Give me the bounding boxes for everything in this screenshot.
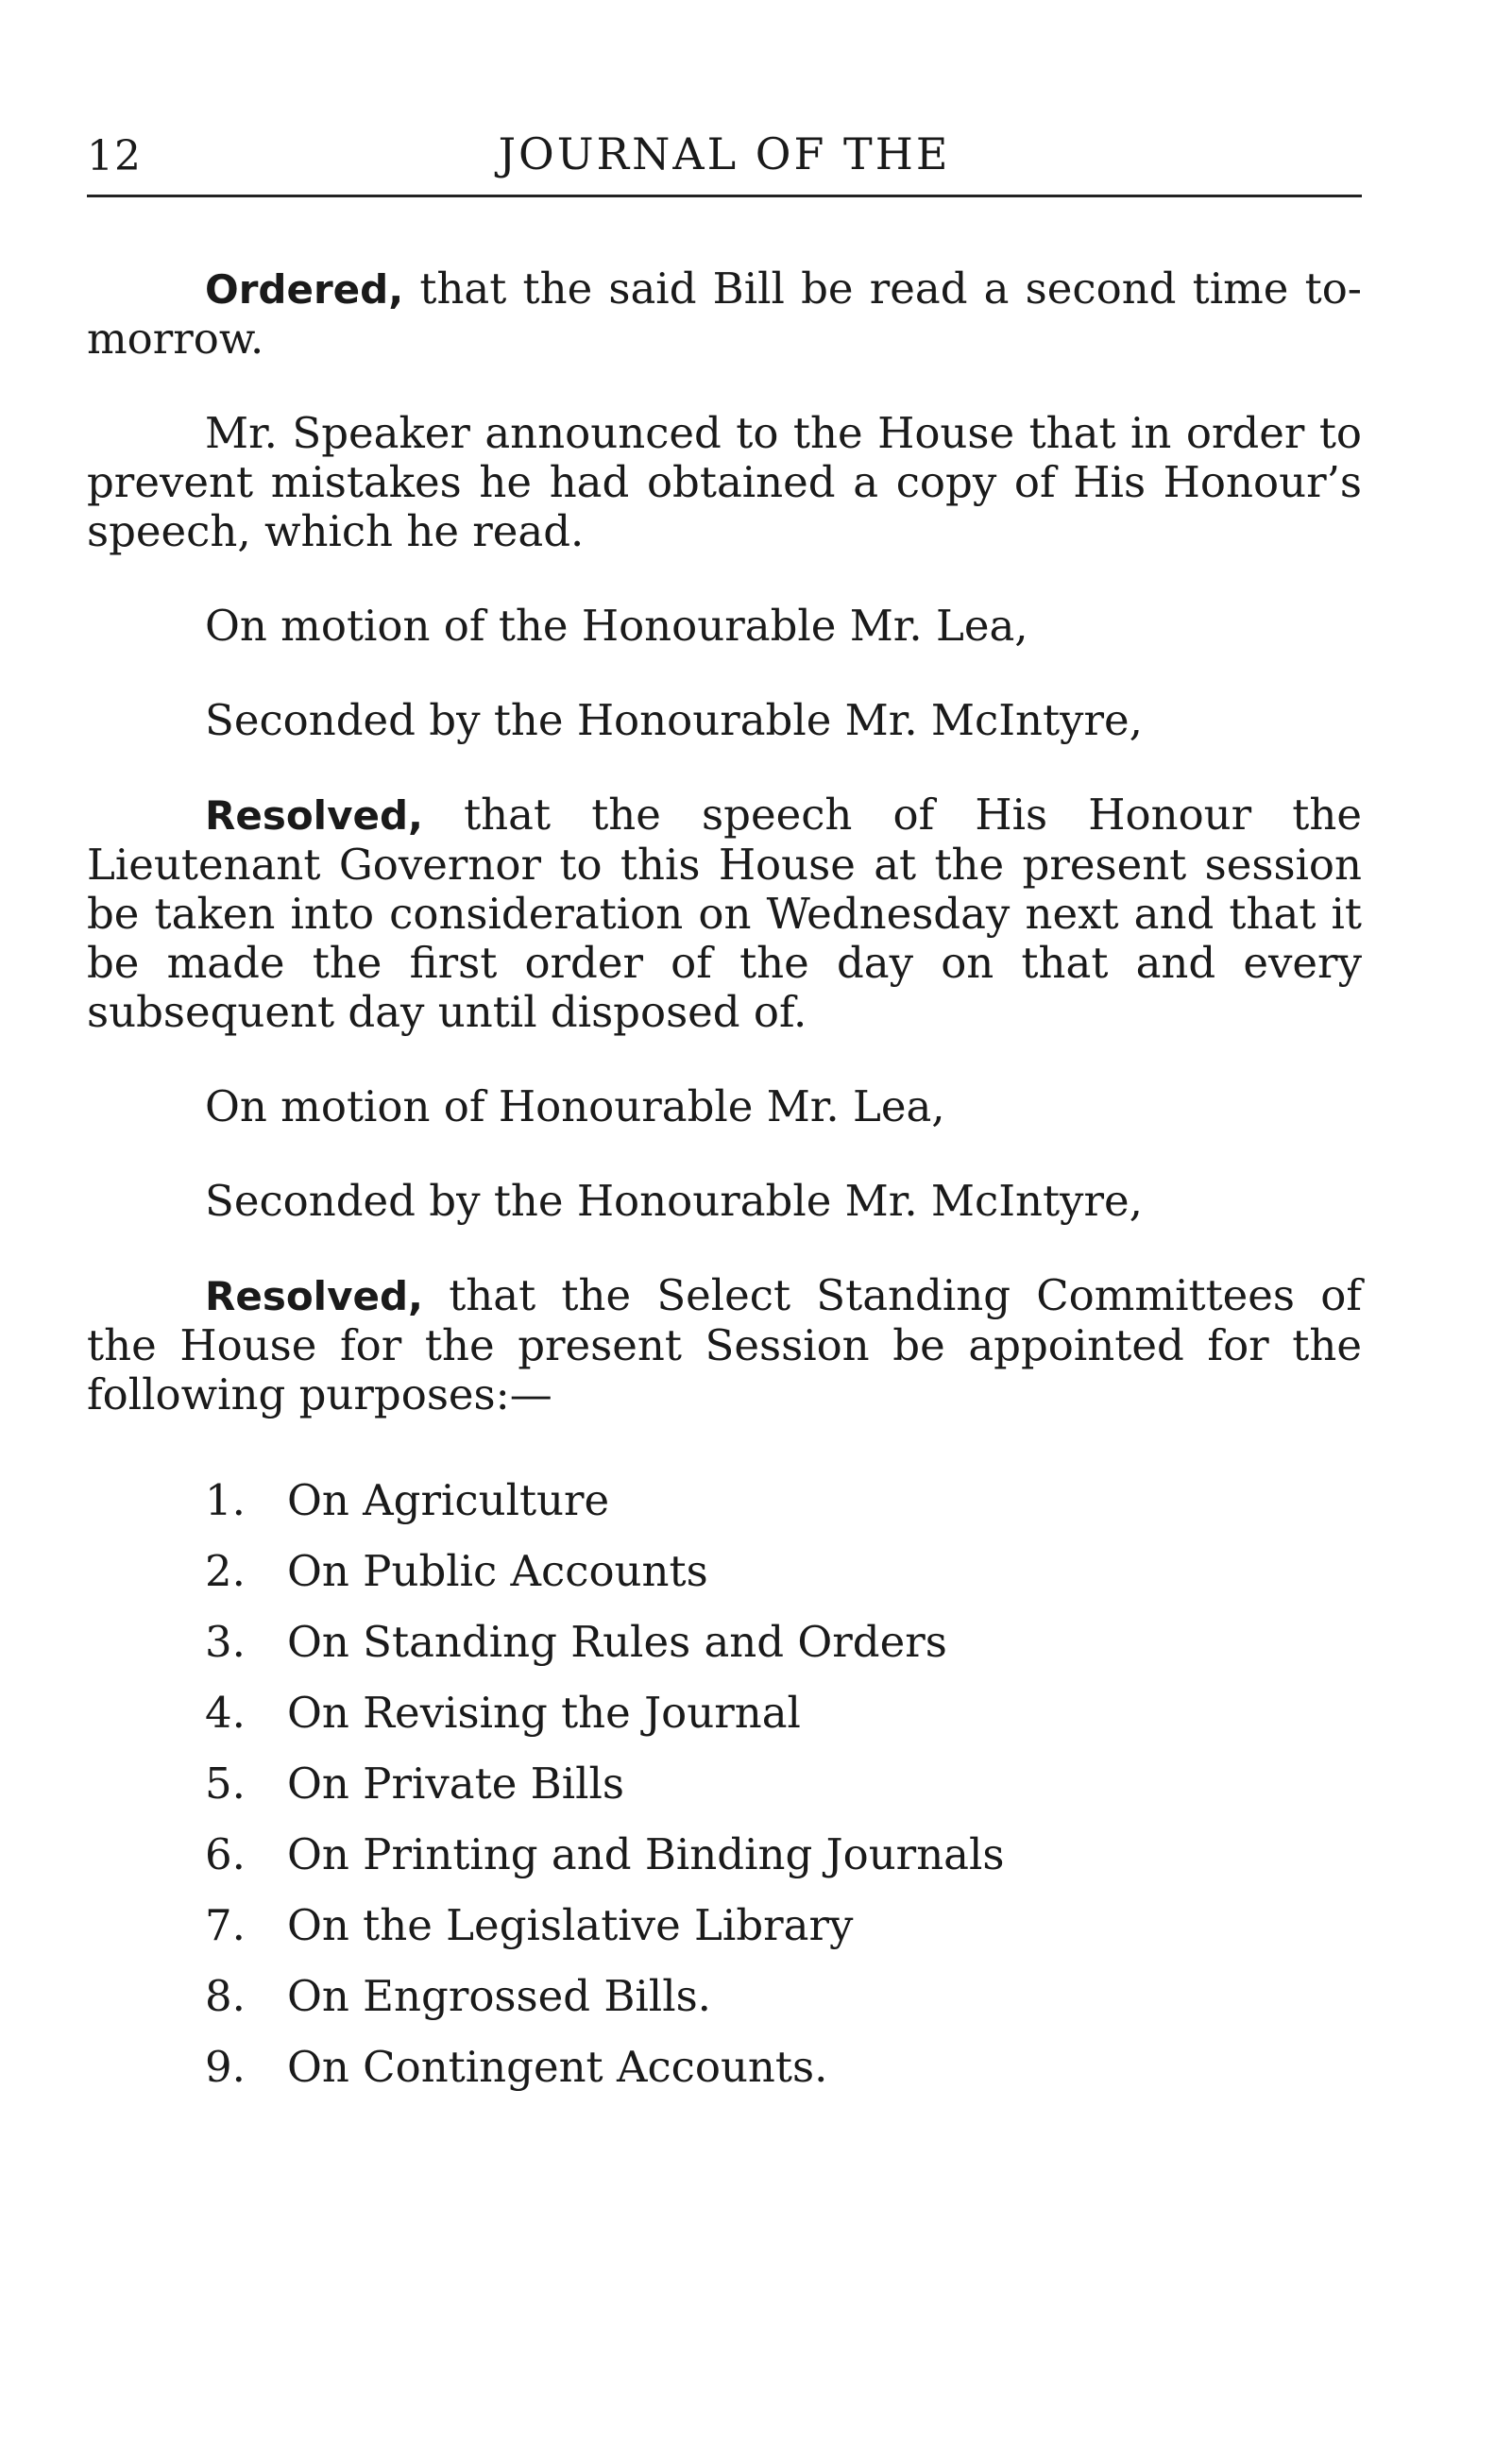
paragraph-text: Seconded by the Honourable Mr. McIntyre, bbox=[205, 695, 1143, 745]
list-item bbox=[87, 1606, 1362, 1677]
paragraph-resolved-committees bbox=[87, 1271, 1362, 1419]
list-item-number: 7. bbox=[205, 1900, 246, 1950]
list-item-number: 6. bbox=[205, 1829, 246, 1879]
journal-page bbox=[87, 0, 1362, 2447]
list-item-text: On Engrossed Bills. bbox=[287, 1971, 711, 2021]
list-item-text: On Contingent Accounts. bbox=[287, 2042, 828, 2092]
list-item-number: 3. bbox=[205, 1617, 246, 1667]
paragraph-seconded bbox=[87, 696, 1362, 745]
paragraph-text: that the said Bill be read a second time to-morrow. bbox=[87, 263, 1362, 364]
paragraph-seconded bbox=[87, 1177, 1362, 1226]
list-item-number: 1. bbox=[205, 1475, 246, 1525]
list-item bbox=[87, 1748, 1362, 1819]
paragraph-text: Seconded by the Honourable Mr. McIntyre, bbox=[205, 1176, 1143, 1226]
running-head: JOURNAL OF THE bbox=[498, 128, 951, 179]
paragraph-text: On motion of the Honourable Mr. Lea, bbox=[205, 601, 1028, 651]
paragraph-lead: Resolved, bbox=[205, 792, 423, 839]
list-item bbox=[87, 1536, 1362, 1606]
paragraph-text: that the Select Standing Committees of the House for the present Session be appointed for the following purposes:— bbox=[87, 1270, 1362, 1419]
header-rule bbox=[87, 195, 1362, 197]
paragraph-motion bbox=[87, 602, 1362, 651]
list-item-text: On Revising the Journal bbox=[287, 1688, 801, 1738]
paragraph-text: Mr. Speaker announced to the House that in order to prevent mistakes he had obtained a copy of His Honour’s speech, which he read. bbox=[87, 408, 1362, 556]
page-number: 12 bbox=[87, 132, 142, 180]
list-item-text: On Printing and Binding Journals bbox=[287, 1829, 1005, 1879]
list-item-number: 4. bbox=[205, 1688, 246, 1738]
list-item bbox=[87, 1961, 1362, 2031]
paragraph-ordered bbox=[87, 264, 1362, 364]
list-item bbox=[87, 1677, 1362, 1748]
list-item-number: 8. bbox=[205, 1971, 246, 2021]
paragraph-lead: Resolved, bbox=[205, 1273, 423, 1319]
list-item-number: 9. bbox=[205, 2042, 246, 2092]
list-item-text: On Standing Rules and Orders bbox=[287, 1617, 947, 1667]
list-item-number: 2. bbox=[205, 1546, 246, 1596]
list-item-text: On Private Bills bbox=[287, 1759, 624, 1809]
list-item bbox=[87, 1465, 1362, 1536]
list-item-text: On Agriculture bbox=[287, 1475, 610, 1525]
list-item-number: 5. bbox=[205, 1759, 246, 1809]
paragraph-motion bbox=[87, 1082, 1362, 1131]
list-item-text: On Public Accounts bbox=[287, 1546, 708, 1596]
list-item-text: On the Legislative Library bbox=[287, 1900, 854, 1950]
paragraph-lead: Ordered, bbox=[205, 266, 404, 313]
paragraph-text: On motion of Honourable Mr. Lea, bbox=[205, 1081, 945, 1131]
paragraph-speaker-announcement bbox=[87, 409, 1362, 556]
list-item bbox=[87, 1819, 1362, 1890]
paragraph-resolved-speech bbox=[87, 790, 1362, 1037]
list-item bbox=[87, 2031, 1362, 2102]
page-header bbox=[87, 121, 1362, 187]
committee-list bbox=[87, 1465, 1362, 2102]
journal-body bbox=[87, 264, 1362, 2102]
list-item bbox=[87, 1890, 1362, 1961]
paragraph-text: that the speech of His Honour the Lieutenant Governor to this House at the present session be taken into consideration on Wednesday next and that it be made the first order of the day on that and every subsequent day until disposed of. bbox=[87, 790, 1362, 1037]
